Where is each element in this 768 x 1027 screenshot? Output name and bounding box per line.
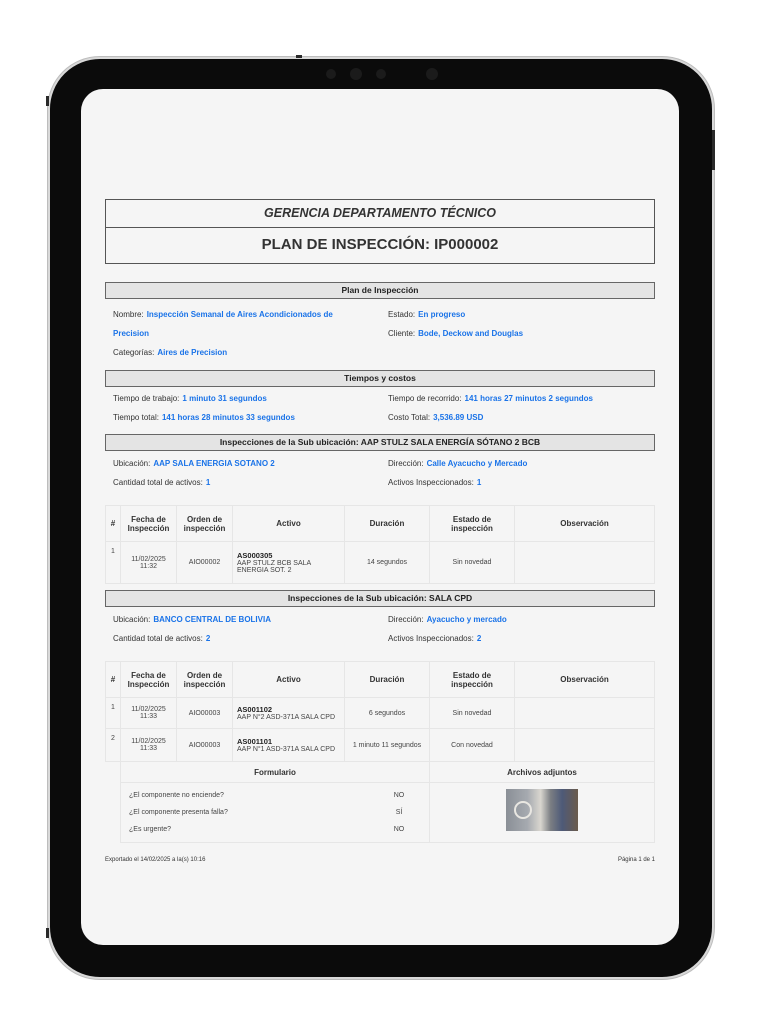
trabajo-label: Tiempo de trabajo:: [113, 394, 180, 403]
categorias-field: [105, 343, 655, 362]
row-activo: [233, 698, 345, 729]
cantidad-label: Cantidad total de activos:: [113, 478, 203, 487]
row-activo: [233, 729, 345, 762]
recorrido-label: Tiempo de recorrido:: [388, 394, 462, 403]
row-activo-code: AS001101: [237, 737, 273, 746]
col-estado-l2: inspección: [451, 523, 493, 533]
categorias-value: Aires de Precision: [157, 348, 228, 357]
col-observacion: Observación: [515, 506, 655, 542]
report-page: [105, 199, 655, 863]
col-observacion: Observación: [515, 662, 655, 698]
formulario-list: [121, 783, 430, 843]
section-sub1: Inspecciones de la Sub ubicación: AAP STULZ SALA ENERGÍA SÓTANO 2 BCB: [105, 434, 655, 451]
question-row: [121, 804, 429, 821]
col-estado: [430, 506, 515, 542]
row-observacion: [515, 542, 655, 584]
row-fecha-time: 11:32: [140, 562, 157, 570]
sub1-info: [105, 454, 655, 492]
nombre-label: Nombre:: [113, 310, 144, 319]
row-num: 1: [106, 698, 121, 729]
department-header: GERENCIA DEPARTAMENTO TÉCNICO: [105, 199, 655, 228]
col-estado: [430, 662, 515, 698]
tiempos-left: [113, 389, 388, 427]
direccion-label: Dirección:: [388, 615, 424, 624]
table-row: [106, 729, 655, 762]
total-label: Tiempo total:: [113, 413, 159, 422]
col-orden-l2: inspección: [183, 679, 226, 689]
col-num: #: [106, 662, 121, 698]
row-fecha-date: 11/02/2025: [131, 738, 166, 745]
inspeccionados-value: 1: [476, 478, 482, 487]
row-observacion: [515, 698, 655, 729]
row-fecha-time: 11:33: [140, 713, 157, 720]
tiempos-right: [388, 389, 647, 427]
section-plan: Plan de Inspección: [105, 282, 655, 299]
table-row: [106, 542, 655, 584]
row-orden: AIO00002: [177, 542, 233, 584]
col-fecha-l1: Fecha de: [131, 670, 166, 680]
question-answer: NO: [393, 826, 405, 833]
row-num: 1: [106, 542, 121, 584]
question-row: [121, 821, 429, 838]
adjuntos-title: Archivos adjuntos: [430, 762, 655, 783]
table-header-row: [106, 662, 655, 698]
adjuntos-cell: [430, 783, 655, 843]
questions-table: [121, 787, 429, 838]
side-marker-left-bottom: [46, 928, 49, 938]
nombre-field: [113, 305, 388, 343]
col-fecha: [121, 506, 177, 542]
row-estado: Sin novedad: [430, 698, 515, 729]
row-activo: [233, 542, 345, 584]
question-text: ¿El componente no enciende?: [129, 792, 224, 799]
recorrido-value: 141 horas 27 minutos 2 segundos: [464, 394, 593, 403]
formulario-title: Formulario: [121, 762, 430, 783]
col-num: #: [106, 506, 121, 542]
row-estado: Con novedad: [430, 729, 515, 762]
ubicacion-label: Ubicación:: [113, 459, 151, 468]
trabajo-value: 1 minuto 31 segundos: [182, 394, 267, 403]
sensor-icon: [376, 69, 386, 79]
row-observacion: [515, 729, 655, 762]
front-camera-icon: [426, 68, 438, 80]
row-fecha: [121, 542, 177, 584]
col-estado-l2: inspección: [451, 679, 493, 689]
col-estado-l1: Estado de: [452, 670, 492, 680]
row-activo-desc: AAP N°1 ASD-371A SALA CPD: [237, 746, 335, 753]
detail-spacer: [106, 783, 121, 843]
row-orden: AIO00003: [177, 729, 233, 762]
col-fecha-l2: Inspección: [127, 679, 170, 689]
detail-body-row: [106, 783, 655, 843]
sub1-table: [105, 505, 655, 584]
cantidad-value: 1: [205, 478, 211, 487]
side-marker-left: [46, 96, 49, 106]
ubicacion-label: Ubicación:: [113, 615, 151, 624]
costo-label: Costo Total:: [388, 413, 431, 422]
ubicacion-value: AAP SALA ENERGIA SOTANO 2: [153, 459, 275, 468]
estado-value: En progreso: [418, 310, 466, 319]
row-fecha-date: 11/02/2025: [131, 706, 166, 713]
row-num: 2: [106, 729, 121, 762]
question-text: ¿El componente presenta falla?: [129, 809, 228, 816]
col-duracion: Duración: [345, 506, 430, 542]
row-activo-desc-2: ENERGIA SOT. 2: [237, 567, 292, 574]
plan-row-1: [105, 305, 655, 343]
inspeccionados-label: Activos Inspeccionados:: [388, 478, 474, 487]
question-text: ¿Es urgente?: [129, 826, 172, 833]
direccion-label: Dirección:: [388, 459, 424, 468]
row-activo-desc: AAP N°2 ASD-371A SALA CPD: [237, 714, 335, 721]
row-fecha: [121, 698, 177, 729]
sub1-right: [388, 454, 647, 492]
row-duracion: 6 segundos: [345, 698, 430, 729]
side-button: [712, 130, 715, 170]
col-activo: Activo: [233, 662, 345, 698]
section-tiempos: Tiempos y costos: [105, 370, 655, 387]
cliente-label: Cliente:: [388, 329, 416, 338]
inspeccionados-value: 2: [476, 634, 482, 643]
categorias-label: Categorías:: [113, 348, 155, 357]
col-orden-l1: Orden de: [186, 514, 223, 524]
row-activo-code: AS001102: [237, 705, 273, 714]
col-orden-l1: Orden de: [186, 670, 223, 680]
row-orden: AIO00003: [177, 698, 233, 729]
detail-spacer: [106, 762, 121, 783]
row-estado: Sin novedad: [430, 542, 515, 584]
question-answer: SÍ: [395, 809, 403, 816]
col-duracion: Duración: [345, 662, 430, 698]
col-estado-l1: Estado de: [452, 514, 492, 524]
row-duracion: 1 minuto 11 segundos: [345, 729, 430, 762]
camera-lens-icon: [350, 68, 362, 80]
row-duracion: 14 segundos: [345, 542, 430, 584]
row-activo-code: AS000305: [237, 551, 273, 560]
inspeccionados-label: Activos Inspeccionados:: [388, 634, 474, 643]
attachment-thumbnail[interactable]: [506, 789, 578, 831]
top-button: [296, 55, 302, 58]
col-fecha-l2: Inspección: [127, 523, 170, 533]
col-fecha: [121, 662, 177, 698]
page-number: Página 1 de 1: [617, 857, 655, 863]
sub2-info: [105, 610, 655, 648]
section-sub2: Inspecciones de la Sub ubicación: SALA CPD: [105, 590, 655, 607]
costo-value: 3,536.89 USD: [433, 413, 484, 422]
export-timestamp: Exportado el 14/02/2025 a la(s) 10:16: [105, 857, 206, 863]
tiempos-rows: [105, 389, 655, 427]
table-header-row: [106, 506, 655, 542]
tablet-screen: [81, 89, 679, 945]
ubicacion-value: BANCO CENTRAL DE BOLIVIA: [153, 615, 271, 624]
cantidad-label: Cantidad total de activos:: [113, 634, 203, 643]
nombre-value: Inspección Semanal de Aires Acondicionados de: [146, 310, 333, 319]
sub2-table: [105, 661, 655, 843]
sub2-left: [113, 610, 388, 648]
equipment-icon: [514, 801, 532, 819]
direccion-value: Calle Ayacucho y Mercado: [426, 459, 528, 468]
cliente-value: Bode, Deckow and Douglas: [418, 329, 524, 338]
direccion-value: Ayacucho y mercado: [426, 615, 507, 624]
col-orden: [177, 662, 233, 698]
table-row: [106, 698, 655, 729]
cantidad-value: 2: [205, 634, 211, 643]
question-answer: NO: [393, 792, 405, 799]
estado-label: Estado:: [388, 310, 416, 319]
col-fecha-l1: Fecha de: [131, 514, 166, 524]
row-activo-desc: AAP STULZ BCB SALA: [237, 560, 312, 567]
col-orden-l2: inspección: [183, 523, 226, 533]
row-fecha-date: 11/02/2025: [131, 555, 166, 563]
question-row: [121, 787, 429, 804]
sub2-right: [388, 610, 647, 648]
estado-cliente: [388, 305, 647, 343]
row-fecha-time: 11:33: [140, 745, 157, 752]
total-value: 141 horas 28 minutos 33 segundos: [161, 413, 295, 422]
camera-sensor-icon: [326, 69, 336, 79]
nombre-value-cont: Precision: [113, 329, 150, 338]
sub1-left: [113, 454, 388, 492]
col-activo: Activo: [233, 506, 345, 542]
detail-header-row: [106, 762, 655, 783]
row-fecha: [121, 729, 177, 762]
plan-title: PLAN DE INSPECCIÓN: IP000002: [105, 228, 655, 264]
report-footer: [105, 857, 655, 863]
col-orden: [177, 506, 233, 542]
